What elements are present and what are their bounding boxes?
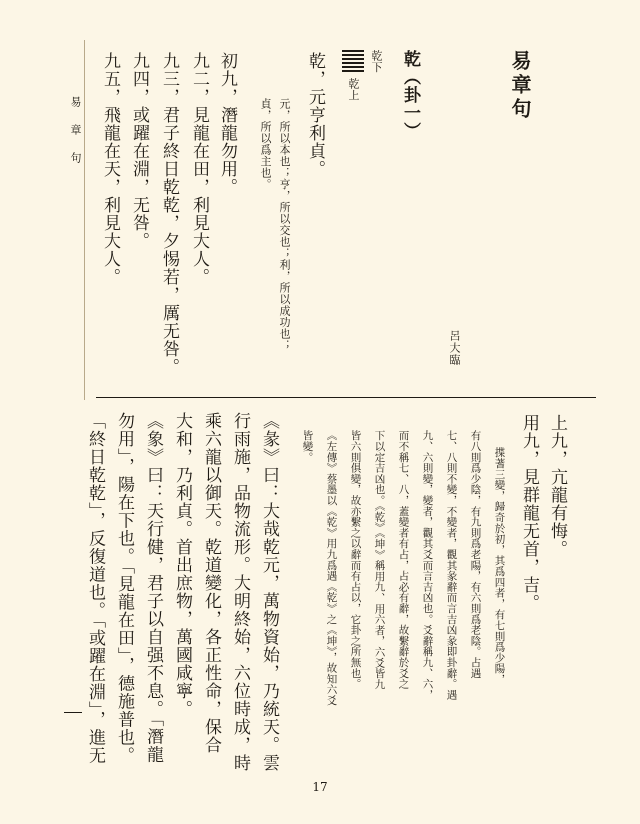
note-col-7: 皆六則俱變，故亦繫之以辭而有占以，它卦之所無也。 [349, 430, 362, 690]
margin-tick [64, 712, 82, 713]
trigram-upper-label: 乾上 [347, 78, 360, 101]
hexagram-symbol [342, 50, 364, 72]
note-col-4: 九、六則變，變者，觀其爻而言吉凶也。爻辭稱九、六， [421, 430, 434, 700]
judgment-text: 乾，元亨利貞。 [305, 52, 325, 178]
page-number: 17 [312, 780, 328, 794]
note-col-8: 《左傳》蔡墨以《乾》用九爲遇《乾》之《坤》，故知六爻 [325, 430, 338, 706]
note-col-9: 皆變。 [301, 430, 314, 463]
section-divider [96, 397, 596, 398]
commentary-col-4: 大和，乃利貞。首出庶物，萬國咸寧。 [172, 412, 192, 718]
note-col-6: 下以定吉凶也。《乾》《坤》稱用九、用六者，六爻皆九 [373, 430, 386, 690]
commentary-col-6: 勿用」，陽在下也。「見龍在田」，德施普也。 [114, 412, 134, 765]
commentary-col-5: 《象》曰：天行健，君子以自强不息。「潛龍 [143, 412, 163, 764]
running-head-title: 易 章 句 [69, 96, 82, 165]
line-use-nine: 用九，見群龍无首，吉。 [519, 414, 539, 612]
author-name: 呂大臨 [448, 330, 461, 366]
book-title: 易章句 [508, 50, 532, 122]
note-col-2: 有八則爲少陰，有九則爲老陽，有六則爲老陰。占遇 [469, 430, 482, 679]
line-4: 九四，或躍在淵，无咎。 [129, 52, 149, 250]
margin-rule [84, 40, 85, 400]
commentary-col-2: 行雨施，品物流形。大明終始，六位時成，時 [230, 412, 250, 772]
hexagram-heading: 乾（卦一） [400, 50, 420, 140]
line-1: 初九，潛龍勿用。 [217, 52, 237, 196]
line-3: 九三，君子終日乾乾，夕惕若，厲无咎。 [159, 52, 179, 376]
judgment-note-2: 貞，所以爲主也。 [259, 98, 272, 190]
note-col-1: 揲蓍三變，歸奇於初，其爲四者，有七則爲少陽， [493, 447, 506, 685]
commentary-col-3: 乘六龍以御天。乾道變化，各正性命，保合 [201, 412, 221, 754]
note-col-5: 而不稱七、八，蓋變者有占，占必有辭，故繫辭於爻之 [397, 430, 410, 690]
line-5: 九五，飛龍在天，利見大人。 [100, 52, 120, 286]
trigram-lower-label: 乾下 [370, 50, 383, 73]
note-col-3: 七、八則不變，不變者，觀其彖辭而言吉凶彖即卦辭。遇 [445, 430, 458, 700]
line-6: 上九，亢龍有悔。 [547, 414, 567, 558]
line-2: 九二，見龍在田，利見大人。 [189, 52, 209, 286]
commentary-col-1: 《彖》曰：大哉乾元，萬物資始，乃統天。雲 [259, 412, 279, 772]
commentary-col-7: 「終日乾乾」，反復道也。「或躍在淵」，進无 [85, 412, 105, 765]
judgment-note-1: 元，所以本也；亨，所以交也；利，所以成功也； [278, 98, 291, 351]
